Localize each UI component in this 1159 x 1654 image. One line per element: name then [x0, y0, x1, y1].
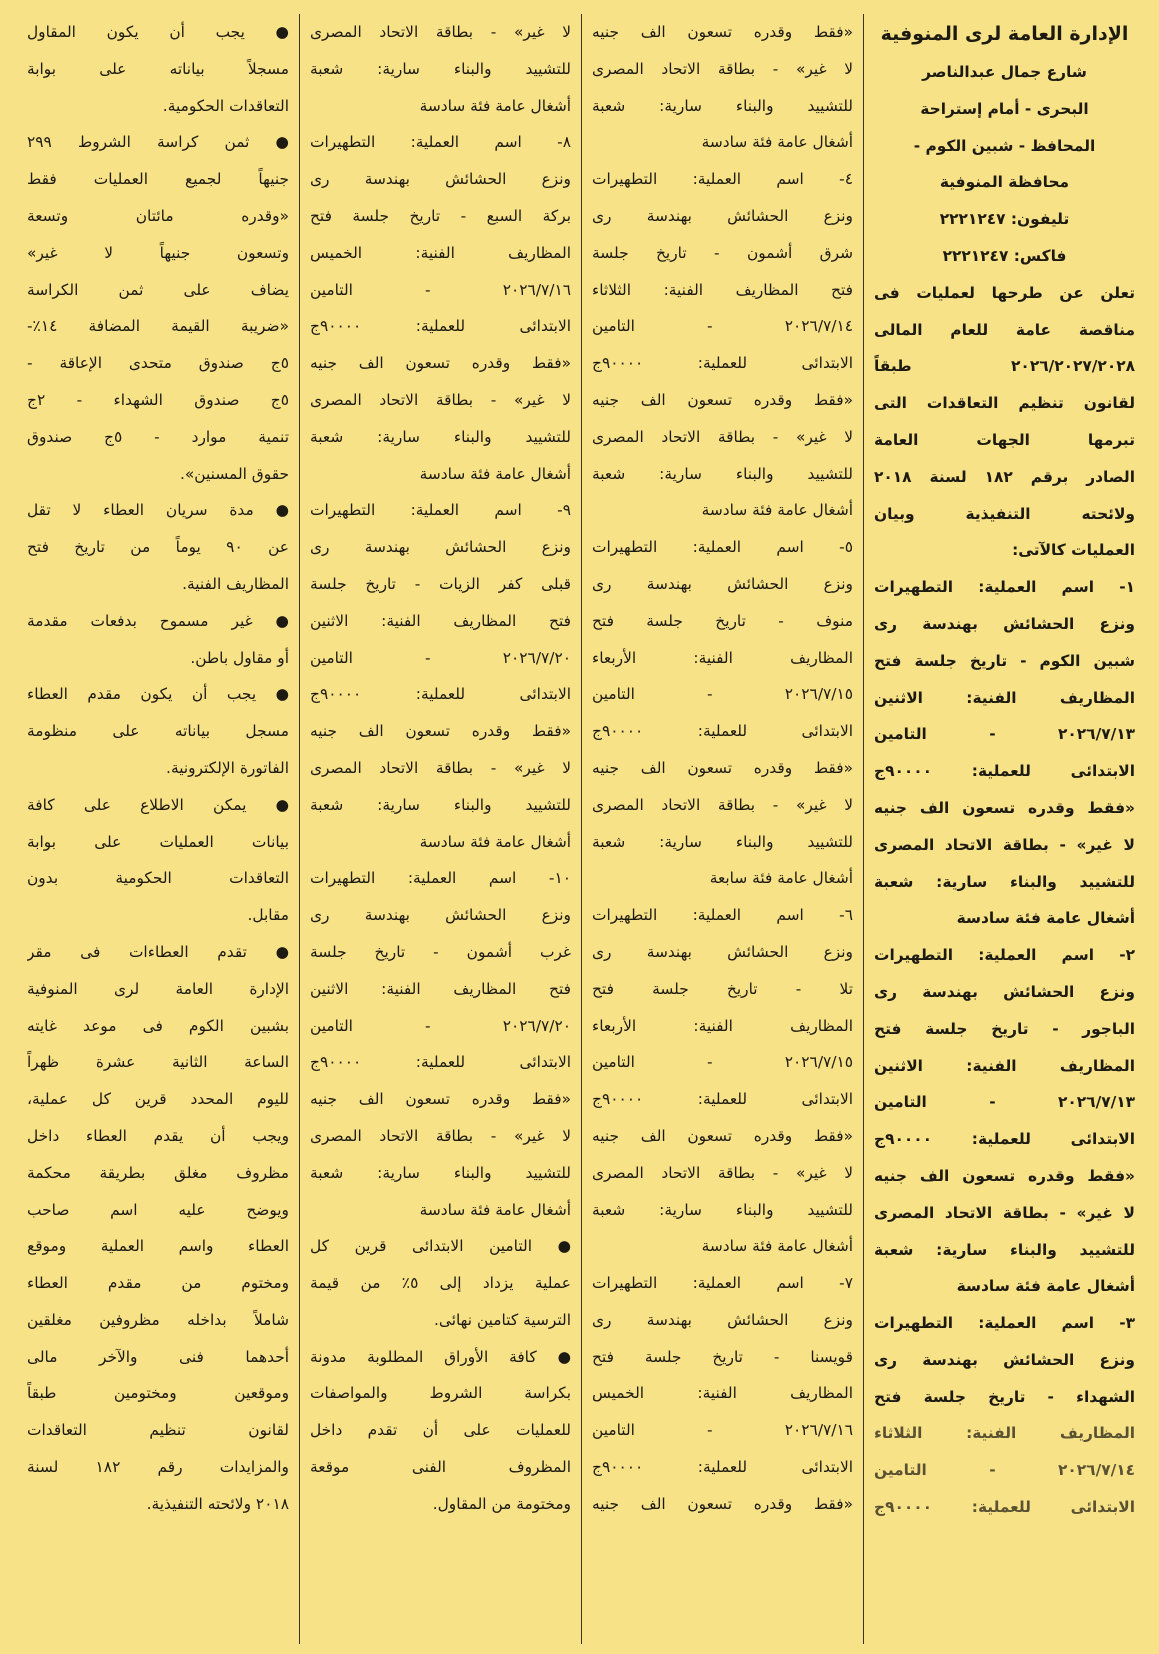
text-line: ٥ج صندوق الشهداء - ٢ج: [27, 390, 289, 409]
text-line: لقانون تنظيم التعاقدات: [27, 1421, 289, 1440]
text-line: ● يمكن الاطلاع على كافة: [27, 795, 289, 814]
text-line: شرق أشمون - تاريخ جلسة: [592, 243, 853, 262]
text-line: ٩- اسم العملية: التطهيرات: [310, 501, 571, 520]
text-line: الابتدائى للعملية: ٩٠٠٠٠ج: [874, 1130, 1135, 1149]
text-line: الابتدائى للعملية: ٩٠٠٠٠ج: [310, 317, 571, 336]
text-line: «فقط وقدره تسعون الف جنيه: [592, 758, 853, 777]
text-line: البحرى - أمام إستراحة: [920, 99, 1089, 118]
text-line: تليفون: ٢٢٢١٢٤٧: [939, 210, 1070, 229]
text-line: «ضريبة القيمة المضافة ١٤٪-: [27, 317, 289, 336]
text-line: ٧- اسم العملية: التطهيرات: [592, 1274, 853, 1293]
text-line: المظروف الفنى موقعة: [310, 1458, 571, 1477]
text-line: فاكس: ٢٢٢١٢٤٧: [942, 246, 1067, 265]
text-line: يضاف على ثمن الكراسة: [27, 280, 289, 299]
text-line: حقوق المسنين».: [180, 464, 289, 483]
text-line: ونزع الحشائش بهندسة رى: [310, 170, 571, 189]
text-line: ● ثمن كراسة الشروط ٢٩٩: [27, 133, 289, 152]
text-line: ٢٠٢٦/٧/١٤ - التامين: [592, 317, 853, 336]
text-line: ● غير مسموح بدفعات مقدمة: [27, 611, 289, 630]
text-line: العطاء واسم العملية وموقع: [27, 1237, 289, 1256]
text-line: «فقط وقدره تسعون الف جنيه: [310, 354, 571, 373]
text-line: ونزع الحشائش بهندسة رى: [874, 1350, 1135, 1369]
text-line: قبلى كفر الزيات - تاريخ جلسة: [310, 574, 571, 593]
text-line: أشغال عامة فئة سادسة: [701, 1237, 853, 1256]
text-line: الابتدائى للعملية: ٩٠٠٠٠ج: [874, 762, 1135, 781]
text-line: ونزع الحشائش بهندسة رى: [310, 906, 571, 925]
text-line: عن ٩٠ يوماً من تاريخ فتح: [27, 538, 289, 557]
text-line: الساعة الثانية عشرة ظهراً: [27, 1053, 289, 1072]
newspaper-tender-announcement: [14, 14, 1145, 1644]
text-line: لا غير» - بطاقة الاتحاد المصرى: [592, 1163, 853, 1182]
text-line: أشغال عامة فئة سادسة: [419, 1200, 571, 1219]
text-line: المظاريف الفنية: الاثنين: [874, 688, 1135, 707]
text-line: الفاتورة الإلكترونية.: [166, 758, 289, 777]
text-line: ٣- اسم العملية: التطهيرات: [874, 1314, 1135, 1333]
text-line: أشغال عامة فئة سادسة: [701, 501, 853, 520]
text-line: «فقط وقدره تسعون الف جنيه: [592, 1126, 853, 1145]
text-line: بيانات العمليات على بوابة: [27, 832, 289, 851]
text-line: للتشييد والبناء سارية: شعبة: [592, 832, 853, 851]
text-line: مناقصة عامة للعام المالى: [874, 320, 1135, 339]
text-line: ٢٠٢٦/٧/٢٠ - التامين: [310, 648, 571, 667]
text-line: أشغال عامة فئة سادسة: [701, 133, 853, 152]
text-line: للتشييد والبناء سارية: شعبة: [592, 1200, 853, 1219]
text-line: ٢٠٢٦/٧/١٣ - التامين: [874, 1093, 1135, 1112]
text-line: ونزع الحشائش بهندسة رى: [874, 982, 1135, 1001]
text-line: شاملاً بداخله مظروفين مغلقين: [27, 1310, 289, 1329]
text-line: ● كافة الأوراق المطلوبة مدونة: [310, 1347, 571, 1366]
text-line: فتح المظاريف الفنية: الاثنين: [310, 979, 571, 998]
text-line: أشغال عامة فئة سادسة: [419, 832, 571, 851]
text-line: أو مقاول باطن.: [190, 648, 289, 667]
text-line: الإدارة العامة لرى المنوفية: [27, 979, 289, 998]
text-line: المظاريف الفنية: الثلاثاء: [874, 1424, 1135, 1443]
text-line: أحدهما فنى والآخر مالى: [27, 1347, 289, 1366]
text-line: أشغال عامة فئة سادسة: [419, 96, 571, 115]
text-line: «فقط وقدره تسعون الف جنيه: [310, 722, 571, 741]
text-line: لا غير» - بطاقة الاتحاد المصرى: [592, 795, 853, 814]
text-line: «فقط وقدره تسعون الف جنيه: [874, 798, 1135, 817]
column-2: [581, 14, 863, 1644]
text-line: «وقدره مائتان وتسعة: [27, 206, 289, 225]
text-line: الابتدائى للعملية: ٩٠٠٠٠ج: [310, 685, 571, 704]
text-line: ومختومة من المقاول.: [432, 1494, 571, 1513]
text-line: لقانون تنظيم التعاقدات التى: [874, 394, 1135, 413]
text-line: ونزع الحشائش بهندسة رى: [310, 538, 571, 557]
text-line: ● تقدم العطاءات فى مقر: [27, 942, 289, 961]
text-line: وتسعون جنيهاً لا غير»: [27, 243, 289, 262]
text-line: المظاريف الفنية: الاثنين: [874, 1056, 1135, 1075]
text-line: لليوم المحدد قرين كل عملية،: [27, 1090, 289, 1109]
text-line: المظاريف الفنية: الخميس: [592, 1384, 853, 1403]
text-line: تنمية موارد - ٥ج صندوق: [27, 427, 289, 446]
text-line: «فقط وقدره تسعون الف جنيه: [592, 1494, 853, 1513]
text-line: ٤- اسم العملية: التطهيرات: [592, 170, 853, 189]
text-line: للعمليات على أن تقدم داخل: [310, 1421, 571, 1440]
text-line: «فقط وقدره تسعون الف جنيه: [874, 1166, 1135, 1185]
text-line: قويسنا - تاريخ جلسة فتح: [592, 1347, 853, 1366]
text-line: أشغال عامة فئة سادسة: [956, 1277, 1135, 1296]
text-line: التعاقدات الحكومية بدون: [27, 869, 289, 888]
text-line: ● يجب أن يكون مقدم العطاء: [27, 685, 289, 704]
column-1: [863, 14, 1145, 1644]
text-line: فتح المظاريف الفنية: الثلاثاء: [592, 280, 853, 299]
text-line: لا غير» - بطاقة الاتحاد المصرى: [310, 390, 571, 409]
text-line: الابتدائى للعملية: ٩٠٠٠٠ج: [310, 1053, 571, 1072]
text-line: أشغال عامة فئة سادسة: [956, 909, 1135, 928]
text-line: الصادر برقم ١٨٢ لسنة ٢٠١٨: [874, 467, 1135, 486]
text-line: ويوضح عليه اسم صاحب: [27, 1200, 289, 1219]
text-line: المظاريف الفنية: الخميس: [310, 243, 571, 262]
text-line: لا غير» - بطاقة الاتحاد المصرى: [874, 835, 1135, 854]
text-line: ونزع الحشائش بهندسة رى: [592, 206, 853, 225]
text-line: للتشييد والبناء سارية: شعبة: [310, 427, 571, 446]
text-line: ونزع الحشائش بهندسة رى: [592, 1310, 853, 1329]
text-line: لا غير» - بطاقة الاتحاد المصرى: [310, 1126, 571, 1145]
text-line: ٢٠٢٦/٧/١٣ - التامين: [874, 725, 1135, 744]
text-line: للتشييد والبناء سارية: شعبة: [310, 1163, 571, 1182]
text-line: ونزع الحشائش بهندسة رى: [592, 574, 853, 593]
text-line: «فقط وقدره تسعون الف جنيه: [310, 1090, 571, 1109]
text-line: الابتدائى للعملية: ٩٠٠٠٠ج: [592, 1458, 853, 1477]
text-line: منوف - تاريخ جلسة فتح: [592, 611, 853, 630]
text-line: ١٠- اسم العملية: التطهيرات: [310, 869, 571, 888]
text-line: فتح المظاريف الفنية: الاثنين: [310, 611, 571, 630]
text-line: ٢٠٢٦/٧/١٥ - التامين: [592, 685, 853, 704]
text-line: ٢٠٢٦/٧/١٦ - التامين: [310, 280, 571, 299]
text-line: لا غير» - بطاقة الاتحاد المصرى: [592, 427, 853, 446]
text-line: الابتدائى للعملية: ٩٠٠٠٠ج: [592, 1090, 853, 1109]
text-line: مسجل بياناته على منظومة: [27, 722, 289, 741]
text-line: لا غير» - بطاقة الاتحاد المصرى: [310, 758, 571, 777]
text-line: جنيهاً لجميع العمليات فقط: [27, 170, 289, 189]
text-line: للتشييد والبناء سارية: شعبة: [874, 872, 1135, 891]
text-line: للتشييد والبناء سارية: شعبة: [592, 464, 853, 483]
text-line: مظروف مغلق بطريقة محكمة: [27, 1163, 289, 1182]
text-line: للتشييد والبناء سارية: شعبة: [874, 1240, 1135, 1259]
text-line: ٢٠٢٦/٧/٢٠ - التامين: [310, 1016, 571, 1035]
text-line: لا غير» - بطاقة الاتحاد المصرى: [592, 59, 853, 78]
text-line: والمزايدات رقم ١٨٢ لسنة: [27, 1458, 289, 1477]
text-line: المحافظ - شبين الكوم -: [913, 136, 1096, 155]
text-line: وموقعين ومختومين طبقاً: [27, 1384, 289, 1403]
text-line: ونزع الحشائش بهندسة رى: [874, 614, 1135, 633]
text-line: غرب أشمون - تاريخ جلسة: [310, 942, 571, 961]
text-line: شبين الكوم - تاريخ جلسة فتح: [874, 651, 1135, 670]
text-line: الابتدائى للعملية: ٩٠٠٠٠ج: [874, 1498, 1135, 1517]
text-line: «فقط وقدره تسعون الف جنيه: [592, 23, 853, 41]
text-line: ولائحته التنفيذية وبيان: [874, 504, 1135, 523]
text-line: عملية يزداد إلى ٥٪ من قيمة: [310, 1274, 571, 1293]
text-line: ٢٠١٨ ولائحته التنفيذية.: [146, 1494, 289, 1513]
text-line: ومختوم من مقدم العطاء: [27, 1274, 289, 1293]
text-line: ● التامين الابتدائى قرين كل: [310, 1237, 571, 1256]
text-line: الشهداء - تاريخ جلسة فتح: [874, 1387, 1135, 1406]
text-line: ٨- اسم العملية: التطهيرات: [310, 133, 571, 152]
text-line: شارع جمال عبدالناصر: [922, 63, 1087, 81]
text-line: مقابل.: [247, 906, 289, 925]
text-line: للتشييد والبناء سارية: شعبة: [592, 96, 853, 115]
text-line: ● مدة سريان العطاء لا تقل: [27, 501, 289, 520]
text-line: المظاريف الفنية: الأربعاء: [592, 648, 853, 667]
text-line: ٢٠٢٦/٧/١٦ - التامين: [592, 1421, 853, 1440]
text-line: لا غير» - بطاقة الاتحاد المصرى: [310, 23, 571, 41]
text-line: ونزع الحشائش بهندسة رى: [592, 942, 853, 961]
text-line: الابتدائى للعملية: ٩٠٠٠٠ج: [592, 354, 853, 373]
text-line: محافظة المنوفية: [939, 173, 1070, 192]
text-line: الإدارة العامة لرى المنوفية: [880, 23, 1129, 45]
text-line: ويجب أن يقدم العطاء داخل: [27, 1126, 289, 1145]
column-3: [299, 14, 581, 1644]
text-line: ٢- اسم العملية: التطهيرات: [874, 946, 1135, 965]
text-line: ٢٠٢٦/٧/١٤ - التامين: [874, 1461, 1135, 1480]
text-line: الابتدائى للعملية: ٩٠٠٠٠ج: [592, 722, 853, 741]
text-line: ٥ج صندوق متحدى الإعاقة -: [27, 354, 289, 373]
text-line: ٢٠٢٦/٧/١٥ - التامين: [592, 1053, 853, 1072]
text-line: للتشييد والبناء سارية: شعبة: [310, 795, 571, 814]
text-line: التعاقدات الحكومية.: [162, 96, 289, 115]
text-line: الباجور - تاريخ جلسة فتح: [874, 1019, 1135, 1038]
column-4: [17, 14, 299, 1644]
text-line: ١- اسم العملية: التطهيرات: [874, 578, 1135, 597]
text-line: أشغال عامة فئة سابعة: [709, 869, 853, 888]
text-line: تبرمها الجهات العامة: [874, 430, 1135, 449]
text-line: ٦- اسم العملية: التطهيرات: [592, 906, 853, 925]
text-line: تعلن عن طرحها لعمليات فى: [874, 283, 1135, 302]
text-line: بشبين الكوم فى موعد غايته: [27, 1016, 289, 1035]
text-line: ٢٠٢٦/٢٠٢٧/٢٠٢٨ طبقاً: [874, 357, 1135, 376]
text-line: المظاريف الفنية: الأربعاء: [592, 1016, 853, 1035]
text-line: أشغال عامة فئة سادسة: [419, 464, 571, 483]
text-line: لا غير» - بطاقة الاتحاد المصرى: [874, 1203, 1135, 1222]
text-line: «فقط وقدره تسعون الف جنيه: [592, 390, 853, 409]
text-line: للتشييد والبناء سارية: شعبة: [310, 59, 571, 78]
text-line: بركة السبع - تاريخ جلسة فتح: [310, 206, 571, 225]
text-line: ● يجب أن يكون المقاول: [27, 23, 289, 41]
text-line: المظاريف الفنية.: [182, 574, 289, 593]
text-line: تلا - تاريخ جلسة فتح: [592, 979, 853, 998]
text-line: مسجلاً بياناته على بوابة: [27, 59, 289, 78]
text-line: الترسية كتامين نهائى.: [433, 1310, 571, 1329]
text-line: بكراسة الشروط والمواصفات: [310, 1384, 571, 1403]
text-line: ٥- اسم العملية: التطهيرات: [592, 538, 853, 557]
text-line: العمليات كالآتى:: [1012, 541, 1135, 560]
